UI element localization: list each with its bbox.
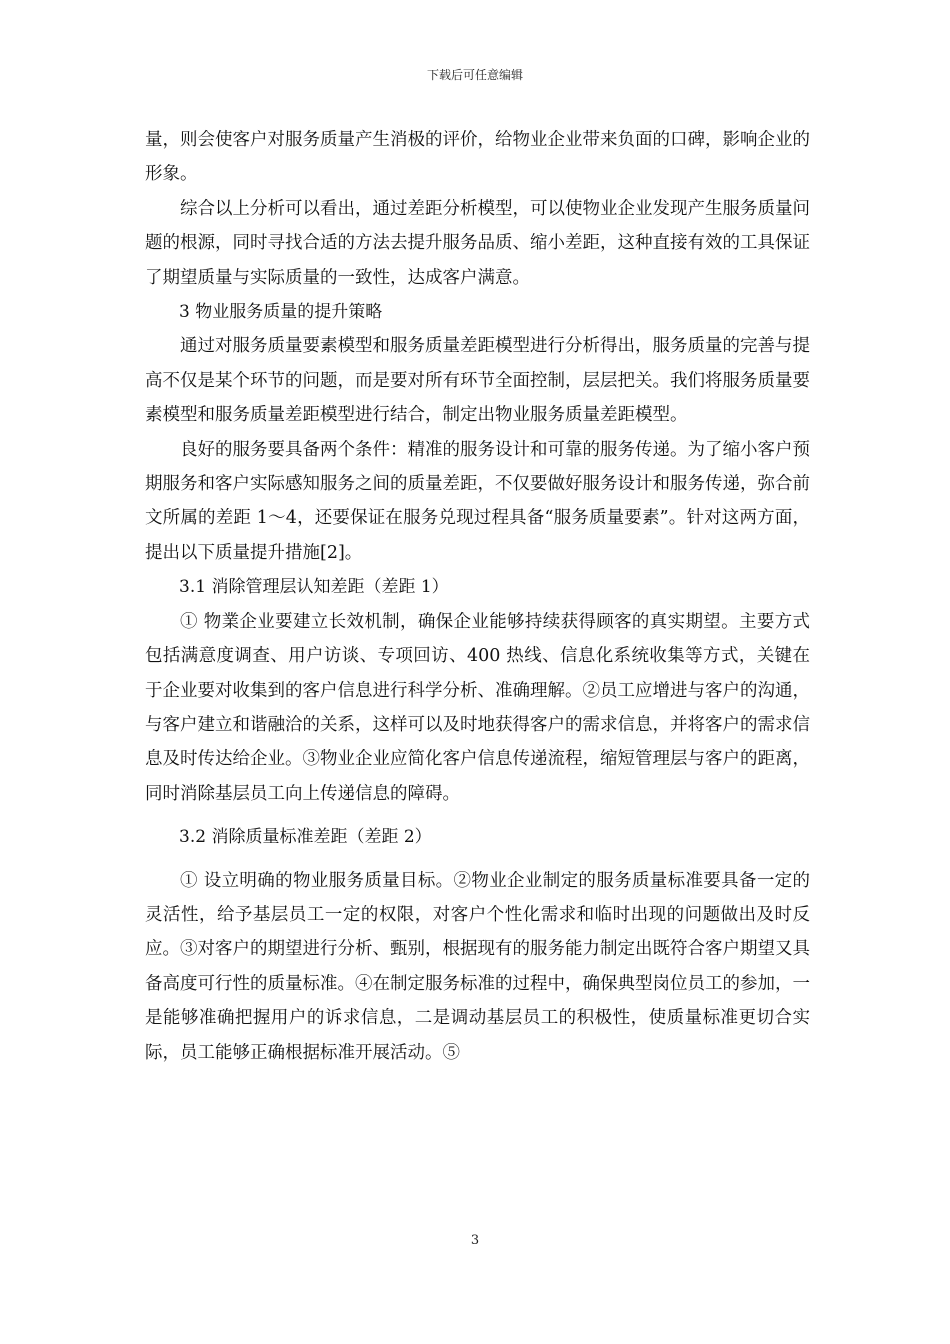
page-header: 下载后可任意编辑 xyxy=(426,68,523,82)
paragraph: 量，则会使客户对服务质量产生消极的评价，给物业企业带来负面的口碑，影响企业的形象。 xyxy=(145,130,810,185)
page-number: 3 xyxy=(470,1233,480,1248)
paragraph: 综合以上分析可以看出，通过差距分析模型，可以使物业企业发现产生服务质量问题的根源，同时寻找合适的方法去提升服务品质、缩小差距，这种直接有效的工具保证了期望质量与实际质量的一致性，达成客户满意。 xyxy=(145,198,810,288)
subsection-heading: 3.1 消除管理层认知差距（差距 1） xyxy=(179,577,449,598)
paragraph: ① 设立明确的物业服务质量目标。②物业企业制定的服务质量标准要具备一定的灵活性，给予基层员工一定的权限，对客户个性化需求和临时出现的问题做出及时反应。③对客户的期望进行分析、甄别，根据现有的服务能力制定出既符合客户期望又具备高度可行性的质量标准。④在制定服务标准的过程中，确保典型岗位员工的参加，一是能够准确把握用户的诉求信息，二是调动基层员工的积极性，使质量标准更切合实际，员工能够正确根据标准开展活动。⑤ xyxy=(145,870,810,1063)
body-text xyxy=(145,123,810,1070)
paragraph: 良好的服务要具备两个条件：精准的服务设计和可靠的服务传递。为了缩小客户预期服务和客户实际感知服务之间的质量差距，不仅要做好服务设计和服务传递，弥合前文所属的差距 1～4，还要保证在服务兑现过程具备“服务质量要素”。针对这两方面，提出以下质量提升措施[2]。 xyxy=(145,439,810,563)
paragraph: ① 物業企业要建立长效机制，确保企业能够持续获得顾客的真实期望。主要方式包括满意度调查、用户访谈、专项回访、400 热线、信息化系统收集等方式，关键在于企业要对收集到的客户信息进行科学分析、准确理解。②员工应增进与客户的沟通，与客户建立和谐融洽的关系，这样可以及时地获得客户的需求信息，并将客户的需求信息及时传达给企业。③物业企业应简化客户信息传递流程，缩短管理层与客户的距离，同时消除基层员工向上传递信息的障碍。 xyxy=(145,611,810,804)
subsection-heading: 3.2 消除质量标准差距（差距 2） xyxy=(179,827,432,848)
paragraph: 通过对服务质量要素模型和服务质量差距模型进行分析得出，服务质量的完善与提高不仅是某个环节的问题，而是要对所有环节全面控制，层层把关。我们将服务质量要素模型和服务质量差距模型进行结合，制定出物业服务质量差距模型。 xyxy=(145,336,810,426)
section-heading: 3 物业服务质量的提升策略 xyxy=(179,302,383,323)
